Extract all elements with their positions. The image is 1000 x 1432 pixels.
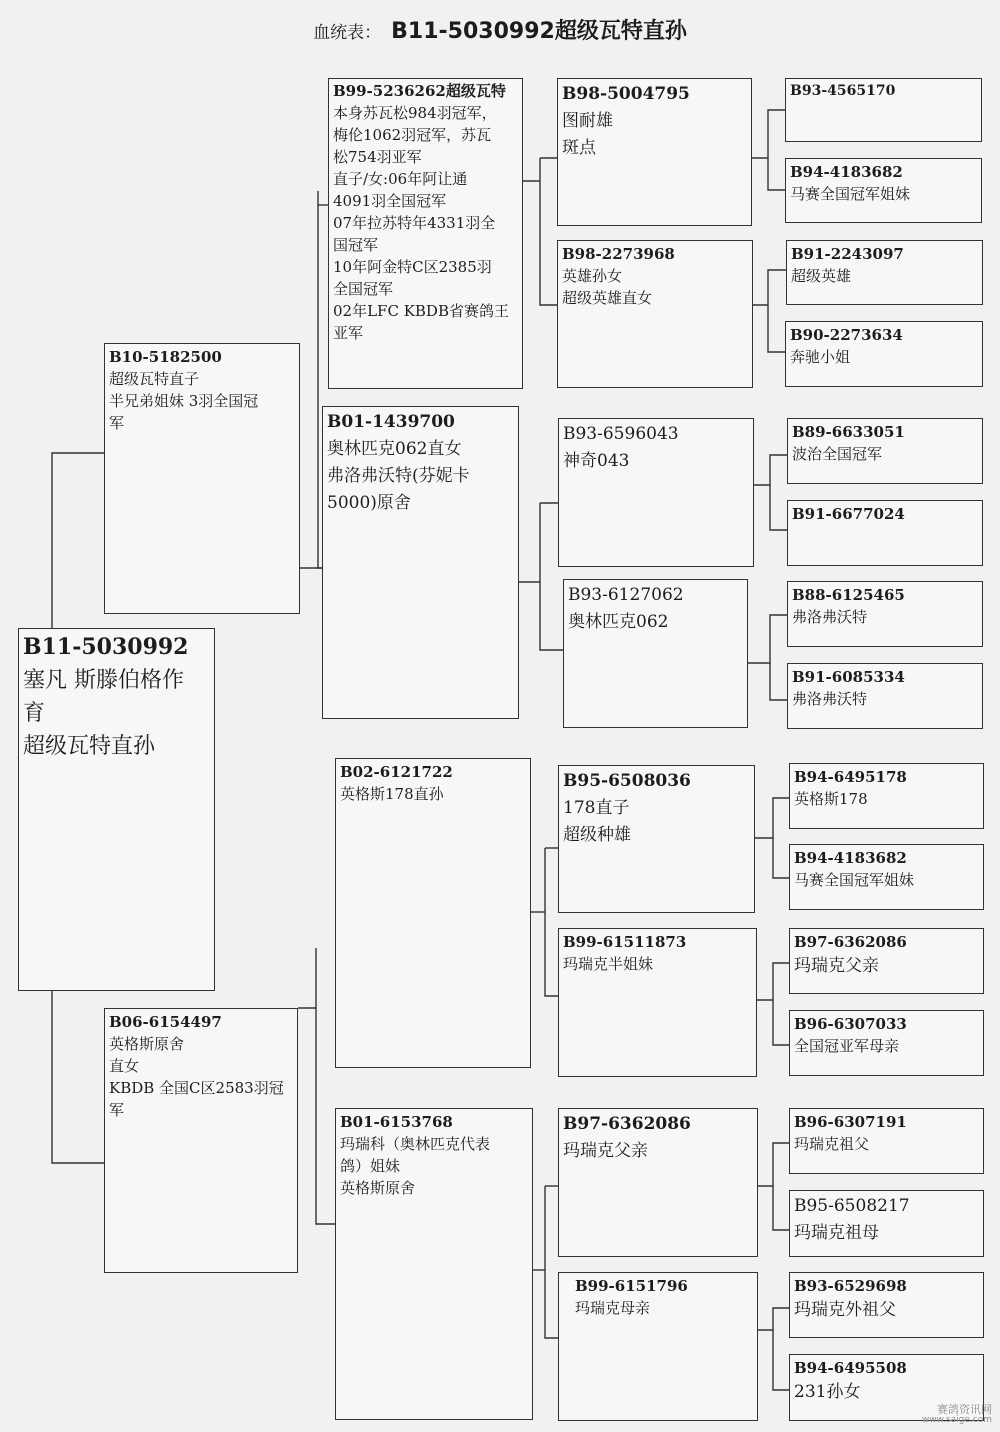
pigeon-ring-number: B95-6508217 xyxy=(794,1196,910,1216)
pigeon-notes: 图耐雄 斑点 xyxy=(562,111,613,158)
great-grandparent-box xyxy=(557,78,752,226)
ancestor-box xyxy=(785,158,982,223)
ancestor-box xyxy=(787,418,983,484)
page-title-label: 血统表： xyxy=(313,23,382,43)
pigeon-ring-number: B94-4183682 xyxy=(790,163,903,181)
ancestor-box xyxy=(789,844,984,910)
site-watermark xyxy=(922,1402,992,1426)
ancestor-box xyxy=(789,1108,984,1174)
ancestor-box xyxy=(789,1010,984,1076)
ancestor-box xyxy=(787,581,983,647)
pigeon-ring-number: B94-6495508 xyxy=(794,1359,907,1377)
pigeon-notes: 玛瑞克父亲 xyxy=(794,956,879,976)
pigeon-ring-number: B93-6596043 xyxy=(563,424,679,444)
sire-dam-box xyxy=(322,406,519,719)
pigeon-notes: 奥林匹克062 xyxy=(568,612,669,632)
great-grandparent-box xyxy=(558,1108,758,1257)
pigeon-notes: 玛瑞克祖父 xyxy=(794,1135,870,1153)
pigeon-notes: 玛瑞克祖母 xyxy=(794,1223,879,1243)
pigeon-ring-number: B91-2243097 xyxy=(791,245,904,263)
pigeon-notes: 本身苏瓦松984羽冠军， 梅伦1062羽冠军，苏瓦 松754羽亚军 直子/女:06年阿让通 4091羽全国冠军 07年拉苏特年4331羽全 国冠军 10年阿金特C区2385羽 全国冠军 02年LFC KBDB省赛鸽王 亚军 xyxy=(333,104,509,342)
ancestor-box xyxy=(789,928,984,994)
pigeon-notes: 马赛全国冠军姐妹 xyxy=(790,185,911,203)
ancestor-box xyxy=(785,78,982,142)
pigeon-ring-number: B94-6495178 xyxy=(794,768,907,786)
great-grandparent-box xyxy=(563,579,748,728)
ancestor-box xyxy=(786,240,983,305)
pigeon-notes: 玛瑞克父亲 xyxy=(563,1141,648,1161)
pigeon-notes: 超级英雄 xyxy=(791,267,852,285)
ancestor-box xyxy=(785,321,983,387)
pigeon-notes: 玛瑞克外祖父 xyxy=(794,1300,896,1320)
pigeon-ring-number: B97-6362086 xyxy=(563,1114,691,1134)
pigeon-ring-number: B01-6153768 xyxy=(340,1113,453,1131)
sire-sire-box xyxy=(328,78,523,389)
pigeon-notes: 英格斯178直孙 xyxy=(340,785,444,803)
page-title-text: B11-5030992超级瓦特直孙 xyxy=(391,19,687,44)
pigeon-ring-number: B93-6127062 xyxy=(568,585,684,605)
ancestor-box xyxy=(789,763,984,829)
pigeon-ring-number: B06-6154497 xyxy=(109,1013,222,1031)
pigeon-ring-number: B99-61511873 xyxy=(563,933,687,951)
pigeon-notes: 英格斯原舍 直女 KBDB 全国C区2583羽冠 军 xyxy=(109,1035,284,1119)
pigeon-ring-number: B10-5182500 xyxy=(109,348,222,366)
pigeon-ring-number: B01-1439700 xyxy=(327,412,455,432)
sire-box xyxy=(104,343,300,614)
ancestor-box xyxy=(787,500,983,566)
ancestor-box xyxy=(789,1272,984,1338)
great-grandparent-box xyxy=(558,928,757,1077)
great-grandparent-box xyxy=(558,418,754,567)
pigeon-notes: 弗洛弗沃特 xyxy=(792,690,868,708)
great-grandparent-box xyxy=(557,240,753,388)
pigeon-notes: 奔驰小姐 xyxy=(790,348,851,366)
pigeon-ring-number: B91-6085334 xyxy=(792,668,905,686)
pigeon-ring-number: B11-5030992 xyxy=(23,634,189,660)
pigeon-notes: 英格斯178 xyxy=(794,790,868,808)
ancestor-box xyxy=(789,1190,984,1257)
pigeon-ring-number: B98-2273968 xyxy=(562,245,675,263)
pigeon-ring-number: B96-6307191 xyxy=(794,1113,907,1131)
pigeon-ring-number: B93-6529698 xyxy=(794,1277,907,1295)
pigeon-notes: 塞凡 斯滕伯格作 育 超级瓦特直孙 xyxy=(23,668,184,759)
pigeon-notes: 玛瑞克母亲 xyxy=(575,1299,651,1317)
pigeon-notes: 全国冠亚军母亲 xyxy=(794,1037,900,1055)
pigeon-ring-number: B99-6151796 xyxy=(575,1277,688,1295)
pigeon-ring-number: B95-6508036 xyxy=(563,771,691,791)
pigeon-ring-number: B91-6677024 xyxy=(792,505,905,523)
pigeon-notes: 英雄孙女 超级英雄直女 xyxy=(562,267,653,307)
pigeon-ring-number: B02-6121722 xyxy=(340,763,453,781)
pigeon-ring-number: B90-2273634 xyxy=(790,326,903,344)
pigeon-ring-number: B99-5236262超级瓦特 xyxy=(333,82,506,100)
dam-sire-box xyxy=(335,758,531,1068)
pigeon-notes: 超级瓦特直子 半兄弟姐妹 3羽全国冠 军 xyxy=(109,370,259,432)
great-grandparent-box xyxy=(558,765,755,913)
pigeon-notes: 玛瑞科（奥林匹克代表 鸽）姐妹 英格斯原舍 xyxy=(340,1135,491,1197)
pigeon-notes: 231孙女 xyxy=(794,1382,861,1402)
pigeon-ring-number: B88-6125465 xyxy=(792,586,905,604)
great-grandparent-box xyxy=(558,1272,758,1421)
pigeon-ring-number: B94-4183682 xyxy=(794,849,907,867)
page-title xyxy=(0,14,1000,50)
pigeon-notes: 波治全国冠军 xyxy=(792,445,883,463)
pigeon-notes: 弗洛弗沃特 xyxy=(792,608,868,626)
pigeon-notes: 玛瑞克半姐妹 xyxy=(563,955,654,973)
pigeon-notes: 奥林匹克062直女 弗洛弗沃特(芬妮卡 5000)原舍 xyxy=(327,439,470,513)
pigeon-ring-number: B98-5004795 xyxy=(562,84,690,104)
watermark-url: www.saige.com xyxy=(921,1415,992,1425)
pigeon-notes: 178直子 超级种雄 xyxy=(563,798,631,845)
dam-box xyxy=(104,1008,298,1273)
ancestor-box xyxy=(787,663,983,729)
pigeon-ring-number: B96-6307033 xyxy=(794,1015,907,1033)
pigeon-ring-number: B97-6362086 xyxy=(794,933,907,951)
subject-pigeon-box xyxy=(18,628,215,991)
watermark-logo-text: 赛鸽资讯网 xyxy=(937,1403,992,1416)
pigeon-notes: 神奇043 xyxy=(563,451,630,471)
dam-dam-box xyxy=(335,1108,533,1420)
pigeon-ring-number: B93-4565170 xyxy=(790,83,896,99)
pigeon-ring-number: B89-6633051 xyxy=(792,423,905,441)
pigeon-notes: 马赛全国冠军姐妹 xyxy=(794,871,915,889)
